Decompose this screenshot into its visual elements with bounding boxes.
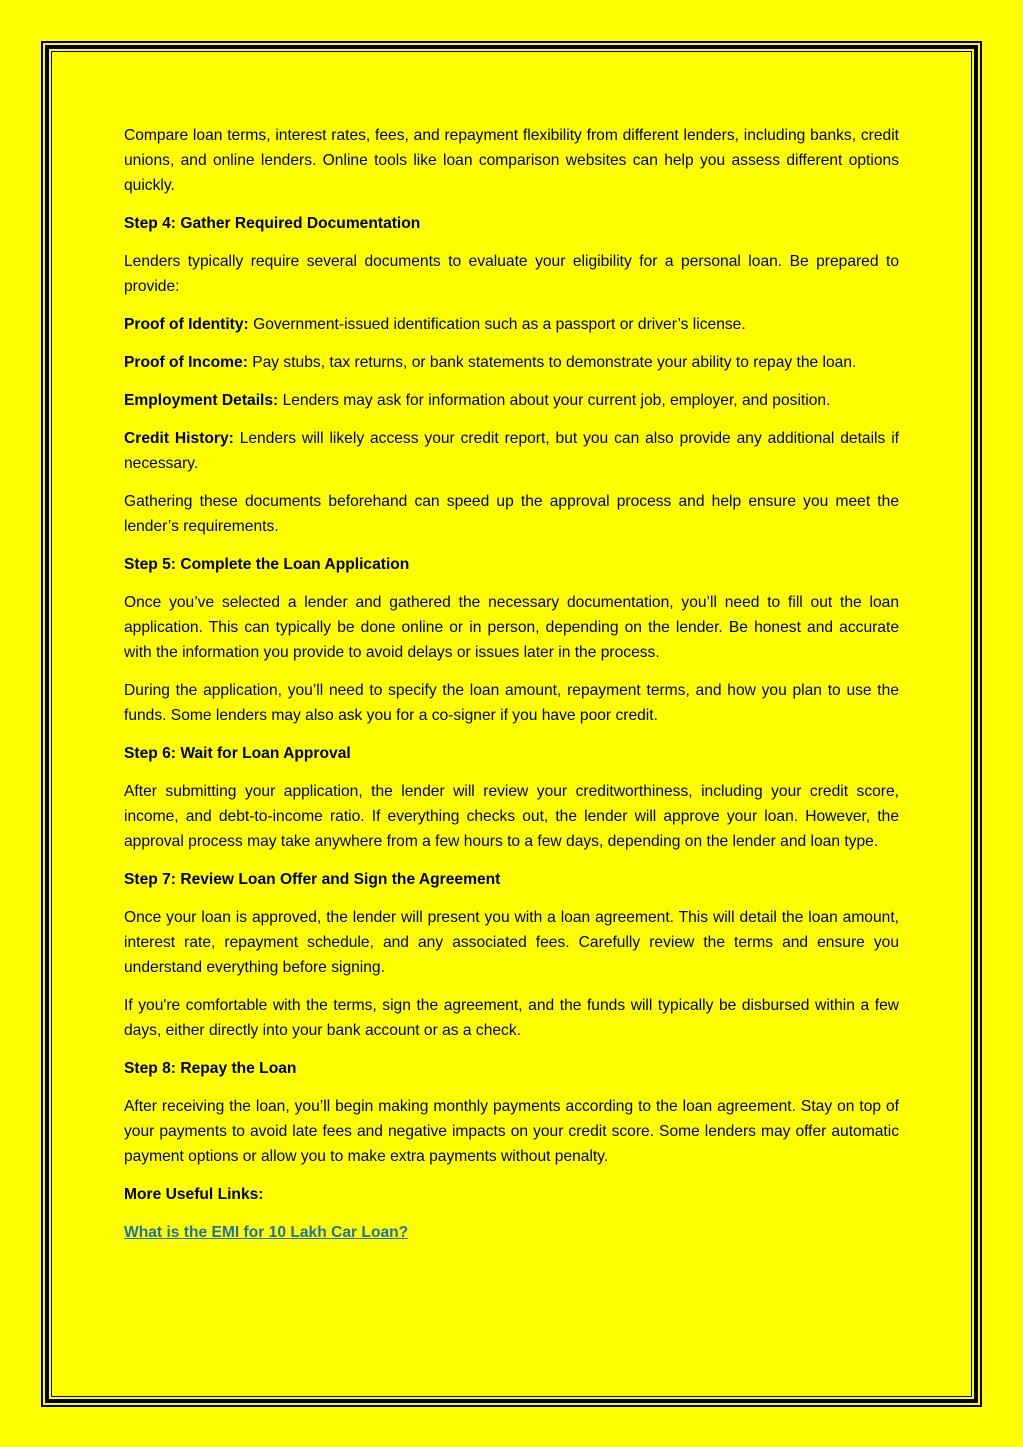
useful-links-heading: More Useful Links: bbox=[124, 1186, 264, 1203]
step6-heading: Step 6: Wait for Loan Approval bbox=[124, 745, 351, 762]
step8-heading: Step 8: Repay the Loan bbox=[124, 1060, 297, 1077]
step4-item-identity bbox=[124, 312, 899, 337]
item-label: Employment Details: bbox=[124, 392, 279, 409]
step4-closing: Gathering these documents beforehand can speed up the approval process and help ensure you meet the lender’s requirements. bbox=[124, 493, 899, 535]
item-label: Credit History: bbox=[124, 430, 234, 447]
step4-heading: Step 4: Gather Required Documentation bbox=[124, 215, 421, 232]
emi-car-loan-link[interactable]: What is the EMI for 10 Lakh Car Loan? bbox=[124, 1224, 409, 1241]
intro-paragraph: Compare loan terms, interest rates, fees, and repayment flexibility from different lenders, including banks, credit unions, and online lenders. Online tools like loan comparison websites can help you assess different options quickly. bbox=[124, 127, 899, 194]
document-body bbox=[124, 123, 899, 1258]
step4-item-credit bbox=[124, 426, 899, 476]
step7-paragraph: If you're comfortable with the terms, sign the agreement, and the funds will typically be disbursed within a few days, either directly into your bank account or as a check. bbox=[124, 997, 899, 1039]
step5-heading: Step 5: Complete the Loan Application bbox=[124, 556, 410, 573]
item-label: Proof of Identity: bbox=[124, 316, 249, 333]
step5-paragraph: During the application, you’ll need to specify the loan amount, repayment terms, and how you plan to use the funds. Some lenders may also ask you for a co-signer if you have poor credit. bbox=[124, 682, 899, 724]
step5-paragraph: Once you’ve selected a lender and gathered the necessary documentation, you’ll need to fill out the loan application. This can typically be done online or in person, depending on the lender. Be honest and accurate with the information you provide to avoid delays or issues later in the process. bbox=[124, 594, 899, 661]
step4-item-employment bbox=[124, 388, 899, 413]
item-text: Pay stubs, tax returns, or bank statements to demonstrate your ability to repay the loan. bbox=[247, 354, 857, 371]
step7-paragraph: Once your loan is approved, the lender will present you with a loan agreement. This will detail the loan amount, interest rate, repayment schedule, and any associated fees. Carefully review the terms and ensure you understand everything before signing. bbox=[124, 909, 899, 976]
step4-item-income bbox=[124, 350, 899, 375]
step8-paragraph: After receiving the loan, you’ll begin making monthly payments according to the loan agreement. Stay on top of your payments to avoid late fees and negative impacts on your credit score. Some lenders may offer automatic payment options or allow you to make extra payments without penalty. bbox=[124, 1098, 899, 1165]
step6-paragraph: After submitting your application, the lender will review your creditworthiness, including your credit score, income, and debt-to-income ratio. If everything checks out, the lender will approve your loan. However, the approval process may take anywhere from a few hours to a few days, depending on the lender and loan type. bbox=[124, 783, 899, 850]
item-text: Government-issued identification such as a passport or driver’s license. bbox=[248, 316, 746, 333]
item-label: Proof of Income: bbox=[124, 354, 248, 371]
step7-heading: Step 7: Review Loan Offer and Sign the Agreement bbox=[124, 871, 501, 888]
step4-intro: Lenders typically require several documents to evaluate your eligibility for a personal loan. Be prepared to provide: bbox=[124, 253, 899, 295]
item-text: Lenders will likely access your credit report, but you can also provide any additional details if necessary. bbox=[124, 430, 899, 472]
item-text: Lenders may ask for information about your current job, employer, and position. bbox=[278, 392, 831, 409]
useful-link-item bbox=[124, 1220, 899, 1245]
